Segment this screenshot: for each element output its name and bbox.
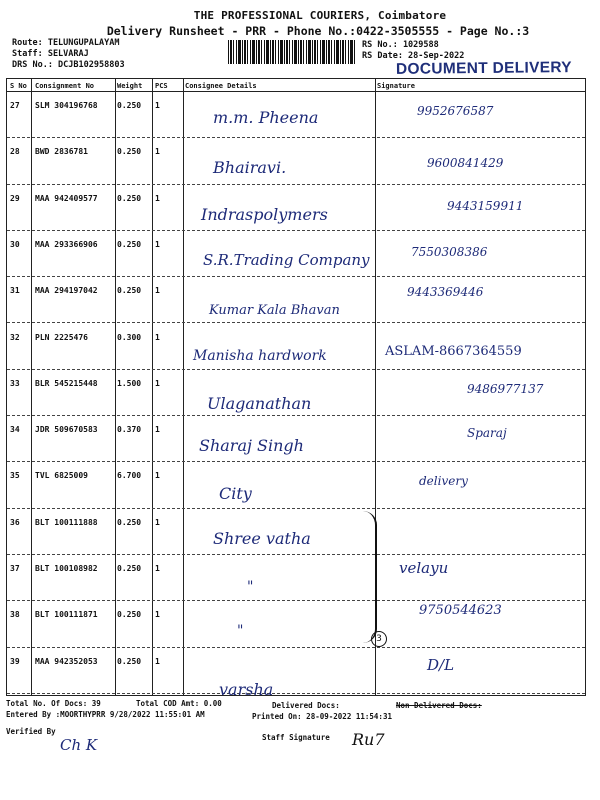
table-row [7,462,585,508]
consignment-number: MAA 293366906 [35,239,98,249]
col-signature: Signature [377,82,415,90]
pieces: 1 [155,517,160,527]
non-delivered-docs: Non Delivered Docs: [396,701,482,710]
consignee-name: " [247,579,254,595]
consignee-name: S.R.Trading Company [203,250,370,269]
circled-three-mark: 3 [371,631,387,647]
receiver-signature: Sparaj [467,426,507,441]
drs-number: DRS No.: DCJB102958803 [12,60,125,70]
consignee-name: Ulaganathan [207,393,312,413]
pieces: 1 [155,564,160,573]
receiver-signature: 9486977137 [467,381,544,396]
col-consignment: Consignment No [35,82,95,90]
table-row [7,648,585,699]
pieces: 1 [155,193,160,203]
consignment-number: MAA 942409577 [35,193,98,203]
consignment-number: PLN 2225476 [35,332,88,342]
weight: 0.300 [117,332,142,342]
table-row [7,231,585,277]
weight: 0.250 [117,564,142,573]
receiver-signature: 9952676587 [417,104,494,118]
receiver-signature: 9443159911 [447,198,524,213]
table-row [7,185,585,231]
receiver-signature: velayu [399,559,449,577]
pieces: 1 [155,378,160,388]
consignee-name: City [219,484,252,504]
table-row [7,92,585,138]
document-delivery-stamp: DOCUMENT DELIVERY [395,59,572,78]
pieces: 1 [155,147,160,157]
serial-number: 37 [10,564,20,573]
weight: 0.250 [117,286,142,296]
pieces: 1 [155,332,160,342]
handwritten-brace [363,511,377,643]
consignee-name: Kumar Kala Bhavan [209,303,340,319]
staff-signature: Ru7 [352,730,385,749]
serial-number: 38 [10,610,20,620]
weight: 0.250 [117,610,142,620]
col-sno: S No [10,82,27,90]
weight: 0.250 [117,193,142,203]
staff-label: Staff: SELVARAJ [12,49,89,59]
serial-number: 36 [10,517,20,527]
company-title: THE PROFESSIONAL COURIERS, Coimbatore [193,9,447,22]
serial-number: 27 [10,101,20,110]
serial-number: 34 [10,425,20,435]
consignment-number: BLT 100111888 [35,517,98,527]
weight: 0.250 [117,147,142,157]
entered-by: Entered By :MOORTHYPRR 9/28/2022 11:55:01 AM [6,710,205,719]
consignment-number: TVL 6825009 [35,471,88,481]
pieces: 1 [155,471,160,481]
verified-by-label: Verified By [6,727,56,736]
receiver-signature: D/L [427,655,455,674]
pieces: 1 [155,610,160,620]
consignee-name: m.m. Pheena [213,108,319,127]
printed-on: Printed On: 28-09-2022 11:54:31 [252,712,392,721]
receiver-signature: 9443369446 [407,285,484,300]
consignee-name: varsha [219,679,274,699]
serial-number: 28 [10,147,20,157]
consignment-number: MAA 942352053 [35,656,98,666]
route-label: Route: TELUNGUPALAYAM [12,38,120,48]
consignee-name: Sharaj Singh [199,436,304,456]
rs-number: RS No.: 1029588 [362,40,439,50]
col-pcs: PCS [155,82,168,90]
route-block [12,38,125,71]
table-row [7,138,585,184]
row-divider [7,693,585,694]
consignee-name: Bhairavi. [213,158,287,178]
consignment-number: JDR 509670583 [35,425,98,435]
consignment-number: SLM 304196768 [35,101,98,110]
weight: 1.500 [117,378,142,388]
total-docs: Total No. Of Docs: 39 [6,699,101,708]
weight: 0.250 [117,101,142,110]
table-row [7,416,585,462]
weight: 6.700 [117,471,142,481]
receiver-signature: 7550308386 [411,244,488,259]
serial-number: 35 [10,471,20,481]
consignee-name: Shree vatha [213,528,311,548]
receiver-signature: delivery [419,474,468,489]
serial-number: 33 [10,378,20,388]
serial-number: 39 [10,656,20,666]
pieces: 1 [155,239,160,249]
weight: 0.250 [117,239,142,249]
verified-signature: Ch K [60,736,98,754]
weight: 0.250 [117,656,142,666]
weight: 0.250 [117,517,142,527]
table-row [7,601,585,647]
weight: 0.370 [117,425,142,435]
table-row [7,277,585,323]
consignment-number: BLT 100108982 [35,564,98,573]
total-cod: Total COD Amt: 0.00 [136,699,222,708]
serial-number: 32 [10,332,20,342]
delivered-docs: Delivered Docs: [272,701,340,710]
pieces: 1 [155,286,160,296]
barcode [228,40,356,64]
consignee-name: Indraspolymers [201,204,328,224]
col-weight: Weight [117,82,143,90]
serial-number: 31 [10,286,20,296]
staff-signature-label: Staff Signature [262,733,330,742]
pieces: 1 [155,101,160,110]
receiver-signature: ASLAM-8667364559 [385,343,522,359]
pieces: 1 [155,425,160,435]
pieces: 1 [155,656,160,666]
receiver-signature: 9750544623 [419,603,502,619]
consignee-name: " [237,623,244,640]
rs-block [362,40,464,62]
table-row [7,555,585,601]
consignment-number: BWD 2836781 [35,147,88,157]
receiver-signature: 9600841429 [427,156,504,171]
col-consignee: Consignee Details [185,82,257,90]
runsheet-title: Delivery Runsheet - PRR - Phone No.:0422-3505555 - Page No.:3 [106,24,530,38]
table-row [7,509,585,555]
table-row [7,324,585,370]
serial-number: 30 [10,239,20,249]
serial-number: 29 [10,193,20,203]
rs-date: RS Date: 28-Sep-2022 [362,51,465,61]
consignee-name: Manisha hardwork [193,347,327,364]
runsheet-table [6,78,586,699]
consignment-number: BLT 100111871 [35,610,98,620]
table-row [7,370,585,416]
consignment-number: MAA 294197042 [35,286,98,296]
consignment-number: BLR 545215448 [35,378,98,388]
